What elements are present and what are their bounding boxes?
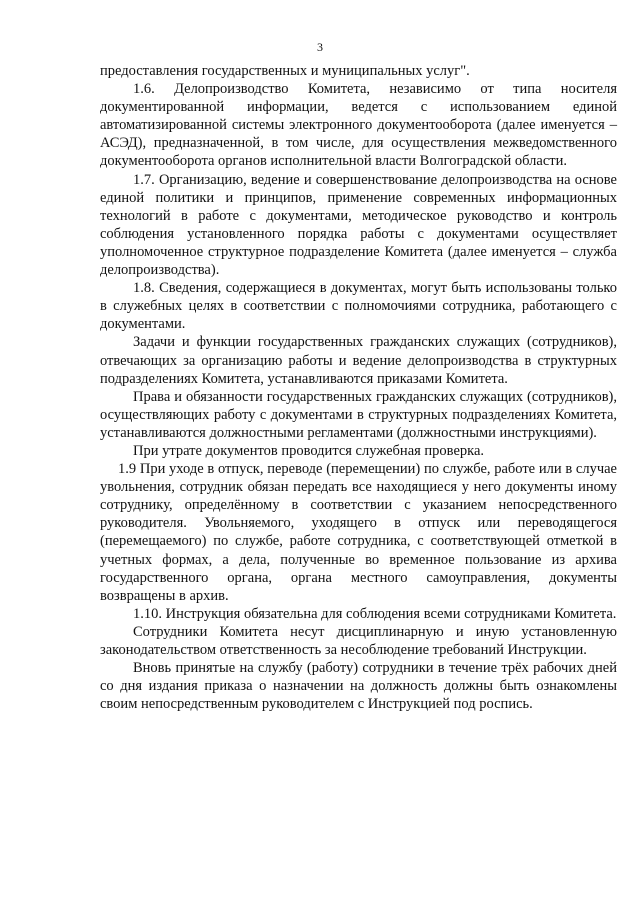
paragraph-continuation: предоставления государственных и муниципальных услуг".: [100, 63, 470, 79]
paragraph-tasks: Задачи и функции государственных гражданских служащих (сотрудников), отвечающих за организацию работы и ведение делопроизводства в структурных подразделениях Комитета, устанавливаются приказами Комитета.: [100, 334, 617, 387]
paragraph-responsibility: Сотрудники Комитета несут дисциплинарную и иную установленную законодательством ответственность за несоблюдение требований Инструкции.: [100, 623, 617, 658]
paragraph-1-8: 1.8. Сведения, содержащиеся в документах, могут быть использованы только в служебных целях в соответствии с полномочиями сотрудника, работающего с документами.: [100, 280, 617, 333]
paragraph-1-9: 1.9 При уходе в отпуск, переводе (перемещении) по службе, работе или в случае увольнения, сотрудник обязан передать все находящиеся у него документы иному сотруднику, определённому в соответствии с указанием непосредственного руководителя. Увольняемого, уходящего в отпуск или переводящегося (перемещаемого) по службе, работе сотрудника, с соответствующей отметкой в учетных формах, а дела, полученные во временное пользование из архива государственного органа, органа местного самоуправления, документы возвращены в архив.: [100, 461, 617, 604]
page-number: 3: [317, 40, 323, 54]
paragraph-1-10: 1.10. Инструкция обязательна для соблюдения всеми сотрудниками Комитета.: [133, 605, 617, 622]
paragraph-1-7: 1.7. Организацию, ведение и совершенствование делопроизводства на основе единой политики и принципов, применение современных информационных технологий в работе с документами, методическое руководство и контроль соблюдения установленного порядка работы с документами осуществляет уполномоченное структурное подразделение Комитета (далее именуется – служба делопроизводства).: [100, 171, 617, 279]
paragraph-new-employees: Вновь принятые на службу (работу) сотрудники в течение трёх рабочих дней со дня издания приказа о назначении на должность должны быть ознакомлены своим непосредственным руководителем с Инструкцией под роспись.: [100, 660, 617, 713]
paragraph-1-6: 1.6. Делопроизводство Комитета, независимо от типа носителя документированной информации, ведется с использованием единой автоматизированной системы электронного документооборота (далее именуется – АСЭД), предназначенной, в том числе, для осуществления межведомственного документооборота органов исполнительной власти Волгоградской области.: [100, 81, 617, 170]
paragraph-rights: Права и обязанности государственных гражданских служащих (сотрудников), осуществляющих работу с документами в структурных подразделениях Комитета, устанавливаются должностными регламентами (должностными инструкциями).: [100, 388, 617, 441]
document-body: [100, 62, 617, 713]
paragraph-loss: При утрате документов проводится служебная проверка.: [133, 442, 485, 459]
